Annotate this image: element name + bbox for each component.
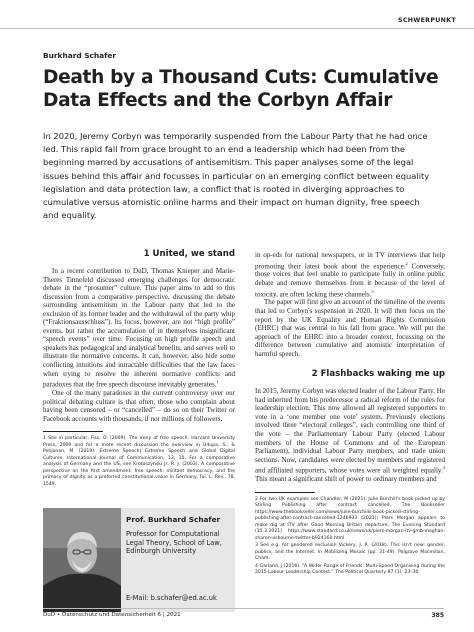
section-heading-1: 1 United, we stand — [143, 249, 235, 259]
footnote-ref-3[interactable]: 3 — [371, 288, 374, 294]
author-portrait-image — [43, 508, 121, 612]
footnote-3: 3 See e.g. for gendered exclusion Vickery, J. R. (2018). This isn't new: gender, publics, and the Internet. In Mobilizing Mosaic (pp. 31-49). Palgrave Macmillan, Cham. — [255, 543, 445, 562]
right-paragraph-continued: in op-eds for national newspapers, or in TV interviews that help promoting their latest book about the experience.$^2$ Conversely, those voices that feel unable to participate fully in online public debate and remove themselves from it because of the level of toxicity, are often lacking these channels.$^3$ — [255, 251, 445, 298]
footnote-4: 4 Garland, J (2016). “A Wider Range of Friends: Multi-Speed Organising during the 2015 Labour Leadership Contest.” The Political Quarterly 87 (1): 23–30. — [255, 563, 445, 576]
footnote-ref-2[interactable]: 2 — [405, 260, 408, 266]
section1-paragraph-1: In a recent contribution to DuD, Thomas Knieper and Marie-Theres Tinnefeld discussed emerging challenges for democratic debate in the “prosumer” culture. This paper aims to add to this discussion from a comparative perspective, discussing the debate surrounding antisemitism in the Labour party that led to the exclusion of its former leader and the withdrawal of the party whip (“Fraktionsausschluss”). Its focus, however, are not “high profile” events, but rather the accumulation of in themselves insignificant “speech events” over time. Focusing on high profile speech and speakers has pedagogical and analytical benefits, and serves well to illustrate the normative concerns. It can, however, also hide some conflicting intuitions and intractable difficulties that the law faces when trying to resolve the inherent normative conflicts and paradoxes that the free speech discourse inevitably generates.$^1$ — [43, 267, 235, 389]
author-bio-box — [43, 508, 235, 612]
right-column — [255, 251, 445, 578]
journal-reference: DuD • Datenschutz und Datensicherheit 6 | 2021 — [43, 612, 181, 618]
page-number: 385 — [431, 612, 444, 619]
footnote-rule-right — [255, 492, 315, 493]
author-info — [126, 515, 232, 556]
footnote-ref-4[interactable]: 4 — [442, 465, 445, 471]
footer-rule — [43, 608, 444, 609]
article-title: Death by a Thousand Cuts: Cumulative Data Effects and the Corbyn Affair — [43, 67, 439, 111]
footnote-2: 2 For two UK examples see Chandler, M (2021). Julie Burchill's book picked up by Stirling Publishing after contract cancelled, The Bookseller https://www.thebookseller.com/news/julie-burchills-book-picked-stirling-publishing-after-contract-cancelled-1246933 (2021); Piers Morgan appears to make dig at ITV after Good Morning Britain departure, The Evening Standard (15.3.2021) https://www.standard.co.uk/news/uk/piers-morgan-itv-gmb-meghan-sharon-osbourne-twitter-b924160.html — [255, 496, 445, 541]
section-heading-2: 2 Flashbacks waking me up — [311, 369, 445, 380]
header-rule — [0, 28, 474, 29]
bio-name: Prof. Burkhard Schafer — [126, 515, 221, 524]
bio-email-link[interactable]: E-Mail: b.schafer@ed.ac.uk — [126, 594, 217, 602]
section1-paragraph-2: One of the many paradoxes in the current controversy over our political debating culture is that often, those who complain about having been censored – or “cancelled” – do so on their Twitter or Facebook accounts with thousands, if not millions of followers, — [43, 389, 235, 423]
footnote-1: 1 See in particular, Fiss, O. (2009). The irony of free speech. Harvard University Press, 2009 and for a more recent discussion the overview in Udupa, S., & Pohjonen, M. (2019). Extreme Speech| Extreme Speech and Global Digital Cultures. International Journal of Communication, 13, 10. For a comparative analysis of Germany and the US, see Krotoszynski Jr, R. J. (2003). A comparative perspective on the first amendment: free speech, militant democracy, and the primacy of dignity as a preferred constitutional value in Germany. Tul. L. Rev., 78, 1549. — [43, 436, 235, 487]
footnote-rule — [43, 431, 103, 432]
section2-paragraph-1: In 2015, Jeremy Corbyn was elected leader of the Labour Party. He had inherited from his predecessor a radical reform of the rules for leadership election. This now allowed all registered supporters to vote in a ‘one member one vote’ system. Previously elections involved three “electoral colleges”, each controlling one third of the vote – the Parliamentary Labour Party (elected Labour members of the House of Commons and of the European Parliament), individual Labour Party members, and trade union sections. Now, candidates were elected by members and registered and affiliated supporters, whose votes were all weighted equally.$^4$ This meant a significant shift of power to ordinary members and — [255, 387, 445, 484]
footnote-ref-1[interactable]: 1 — [216, 379, 219, 385]
author-line: Burkhard Schafer — [43, 51, 117, 60]
author-photo — [43, 508, 121, 612]
right-paragraph-2: The paper will first give an account of the timeline of the events that led to Corbyn's suspension in 2020. It will then focus on the report by the UK Equality and Human Rights Commission (EHRC) that was central to his fall from grace. We will put the approach of the EHRC into a broader context, focussing on the difference between cumulative and atomistic interpretation of harmful speech. — [255, 298, 445, 358]
bio-role: Professor for Computational Legal Theory, School of Law, Edinburgh University — [126, 530, 222, 556]
left-column — [43, 249, 235, 489]
abstract: In 2020, Jeremy Corbyn was temporarily suspended from the Labour Party that he had once led. This rapid fall from grace brought to an end a leadership which had been from the beginning marred by accusations of antisemitism. This paper analyses some of the legal issues behind this affair and focusses in particular on an emerging conflict between equality legislation and data protection law, a conflict that is rooted in diverging approaches to cumulative versus atomistic online harms and their impact on human dignity, free speech and equality. — [43, 131, 430, 221]
section-tag: SCHWERPUNKT — [388, 13, 474, 28]
